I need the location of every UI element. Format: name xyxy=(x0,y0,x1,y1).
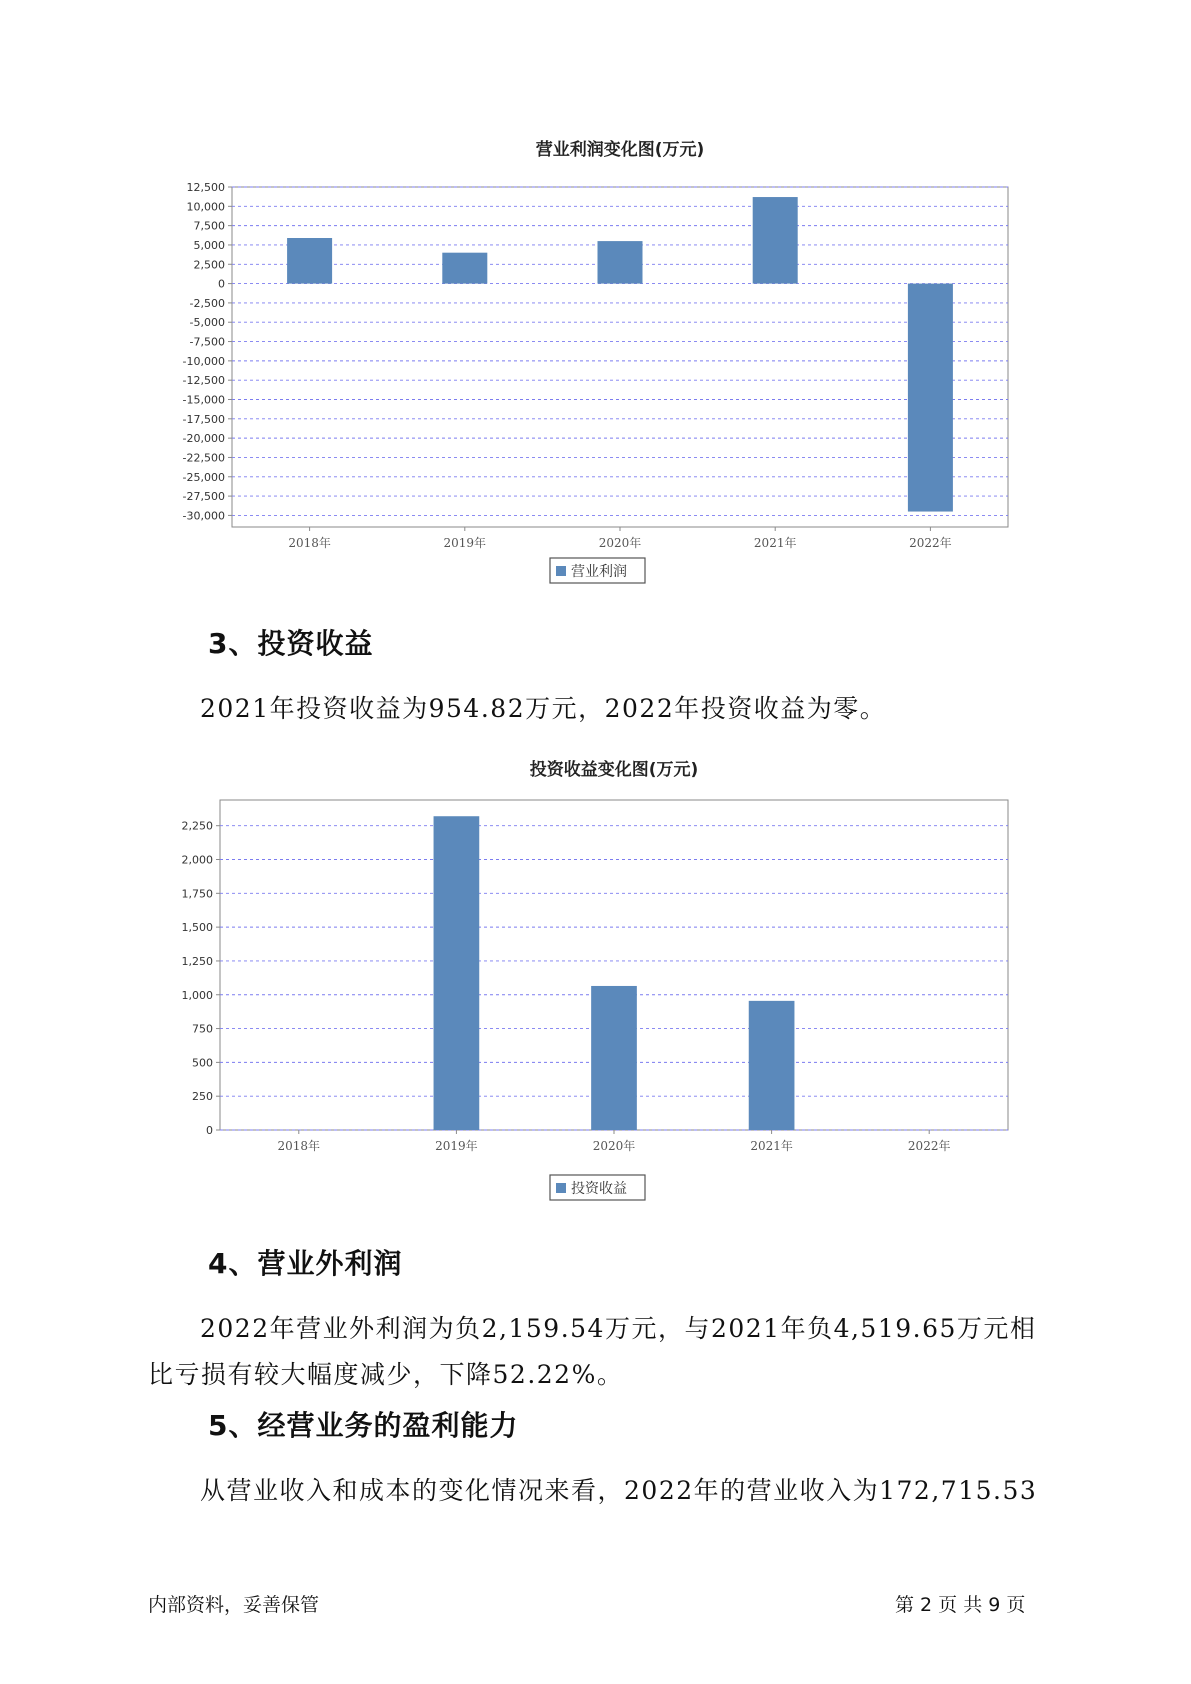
investment-income-y-tick-label: 1,250 xyxy=(181,954,213,968)
investment-income-y-tick-label: 250 xyxy=(192,1090,213,1104)
operating-profit-bar-5 xyxy=(908,284,953,512)
section-3-paragraph xyxy=(148,686,1048,732)
investment-income-y-tick-label: 2,250 xyxy=(181,819,213,833)
investment-income-bar-2 xyxy=(434,816,480,1130)
investment-income-bar-3 xyxy=(591,986,637,1130)
section-5-heading: 5、经营业务的盈利能力 xyxy=(208,1409,519,1442)
operating-profit-y-tick-label: 12,500 xyxy=(186,181,225,194)
section-3-text: 2021年投资收益为954.82万元，2022年投资收益为零。 xyxy=(200,694,887,723)
operating-profit-y-tick-label: -12,500 xyxy=(182,374,225,388)
section-5-text: 从营业收入和成本的变化情况来看，2022年的营业收入为172,715.53 xyxy=(200,1476,1038,1505)
investment-income-bar-4 xyxy=(749,1001,795,1130)
operating-profit-title: 营业利润变化图(万元) xyxy=(535,140,705,160)
investment-income-title: 投资收益变化图(万元) xyxy=(529,760,699,780)
operating-profit-bar-2 xyxy=(442,253,487,284)
operating-profit-y-tick-label: -2,500 xyxy=(189,296,225,310)
operating-profit-bar-1 xyxy=(287,238,332,284)
operating-profit-chart-svg xyxy=(0,130,1191,600)
investment-income-x-tick-label: 2019年 xyxy=(435,1139,478,1153)
investment-income-chart xyxy=(0,750,1191,1210)
operating-profit-y-tick-label: 10,000 xyxy=(186,200,225,214)
operating-profit-x-tick-label: 2018年 xyxy=(288,536,331,550)
operating-profit-y-tick-label: 7,500 xyxy=(193,219,225,233)
investment-income-x-tick-label: 2020年 xyxy=(592,1139,636,1153)
section-4-text: 2022年营业外利润为负2,159.54万元，与2021年负4,519.65万元相比亏损有较大幅度减少，下降52.22%。 xyxy=(148,1314,1037,1389)
operating-profit-y-tick-label: -27,500 xyxy=(182,490,225,504)
operating-profit-y-tick-label: -25,000 xyxy=(182,470,225,484)
investment-income-y-tick-label: 500 xyxy=(192,1056,213,1070)
operating-profit-y-tick-label: -20,000 xyxy=(182,432,225,446)
operating-profit-y-tick-label: 0 xyxy=(218,277,225,291)
operating-profit-y-tick-label: -15,000 xyxy=(182,393,225,407)
operating-profit-bar-3 xyxy=(597,241,642,284)
investment-income-y-tick-label: 0 xyxy=(206,1124,213,1137)
investment-income-x-tick-label: 2021年 xyxy=(750,1139,793,1153)
investment-income-y-tick-label: 750 xyxy=(192,1022,213,1036)
operating-profit-y-tick-label: -10,000 xyxy=(182,354,225,368)
investment-income-legend-label: 投资收益 xyxy=(571,1181,627,1197)
operating-profit-y-tick-label: -7,500 xyxy=(189,335,225,349)
operating-profit-x-tick-label: 2021年 xyxy=(753,536,797,550)
section-5-paragraph xyxy=(148,1468,1048,1514)
operating-profit-bar-4 xyxy=(753,197,798,284)
investment-income-legend-swatch xyxy=(556,1183,566,1193)
investment-income-y-tick-label: 1,000 xyxy=(181,988,213,1002)
operating-profit-plot-area xyxy=(232,187,1008,527)
section-4-paragraph xyxy=(148,1306,1048,1398)
section-4-heading: 4、营业外利润 xyxy=(208,1247,403,1280)
operating-profit-legend-label: 营业利润 xyxy=(571,564,627,580)
section-3-heading: 3、投资收益 xyxy=(208,627,374,660)
operating-profit-y-tick-label: -22,500 xyxy=(182,451,225,465)
operating-profit-legend-swatch xyxy=(556,566,566,576)
investment-income-y-tick-label: 1,750 xyxy=(181,887,213,901)
operating-profit-y-tick-label: -17,500 xyxy=(182,412,225,426)
operating-profit-y-tick-label: 2,500 xyxy=(193,258,225,272)
operating-profit-x-tick-label: 2019年 xyxy=(443,536,487,550)
operating-profit-x-tick-label: 2022年 xyxy=(909,536,952,550)
operating-profit-y-tick-label: -30,000 xyxy=(182,509,225,523)
footer-page-number: 第 2 页 共 9 页 xyxy=(895,1594,1026,1616)
operating-profit-y-tick-label: -5,000 xyxy=(189,316,225,330)
investment-income-y-tick-label: 2,000 xyxy=(181,853,213,867)
investment-income-y-tick-label: 1,500 xyxy=(181,921,213,935)
investment-income-x-tick-label: 2022年 xyxy=(907,1139,951,1153)
investment-income-x-tick-label: 2018年 xyxy=(277,1139,321,1153)
operating-profit-y-tick-label: 5,000 xyxy=(193,238,225,252)
operating-profit-chart xyxy=(0,130,1191,600)
operating-profit-x-tick-label: 2020年 xyxy=(598,536,642,550)
footer-confidential-note: 内部资料，妥善保管 xyxy=(148,1594,320,1616)
investment-income-chart-svg xyxy=(0,750,1191,1210)
